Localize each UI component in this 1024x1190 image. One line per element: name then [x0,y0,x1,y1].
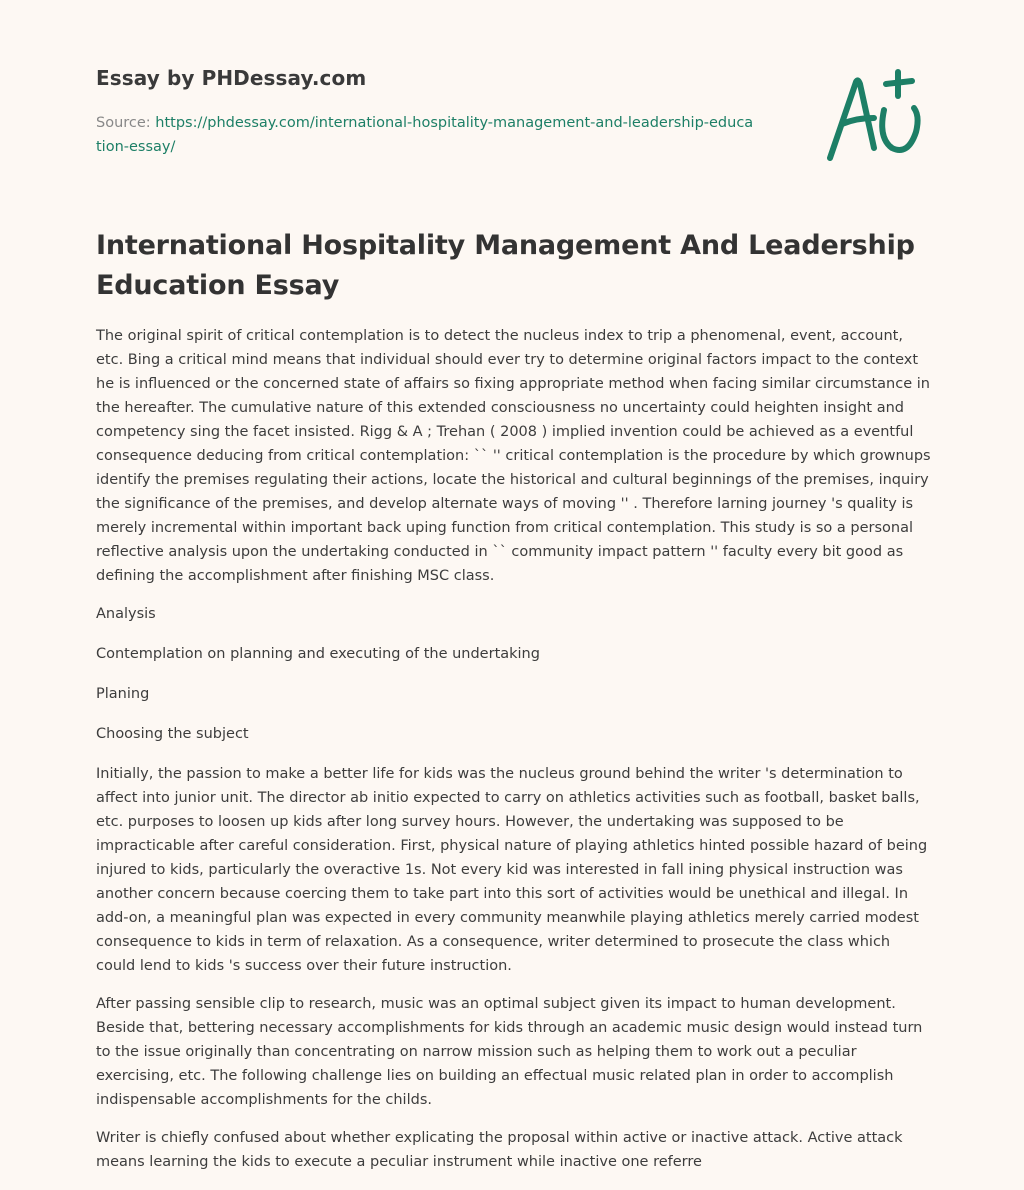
source-line [96,111,756,159]
section-heading-choosing-subject: Choosing the subject [96,726,249,742]
essay-paragraph: Writer is chiefly confused about whether explicating the proposal within active or inactive attack. Active attack means learning the kids to execute a peculiar instrument while inactive one referre [96,1130,903,1170]
site-title: Essay by PHDessay.com [96,66,367,90]
essay-paragraph: Initially, the passion to make a better life for kids was the nucleus ground behind the writer 's determination to affect into junior unit. The director ab initio expected to carry on athletics activities such as football, basket balls, etc. purposes to loosen up kids after long survey hours. However, the undertaking was supposed to be impracticable after careful consideration. First, physical nature of playing athletics hinted possible hazard of being injured to kids, particularly the overactive 1s. Not every kid was interested in fall ining physical instruction was another concern because coercing them to take part into this sort of activities would be unethical and illegal. In add-on, a meaningful plan was expected in every community meanwhile playing athletics merely carried modest consequence to kids in term of relaxation. As a consequence, writer determined to prosecute the class which could lend to kids 's success over their future instruction. [96,766,928,974]
essay-title: International Hospitality Management And Leadership Education Essay [96,230,915,301]
section-heading-analysis: Analysis [96,606,156,622]
section-heading-contemplation: Contemplation on planning and executing of the undertaking [96,646,540,662]
a-plus-logo [826,68,926,164]
logo-o-curve [882,108,917,150]
source-label: Source: [96,115,156,131]
logo-plus-horizontal [886,81,912,84]
essay-paragraph: After passing sensible clip to research, music was an optimal subject given its impact to human development. Beside that, bettering necessary accomplishments for kids through an academic music design would instead turn to the issue originally than concentrating on narrow mission such as helping them to work out a peculiar exercising, etc. The following challenge lies on building an effectual music related plan in order to accomplish indispensable accomplishments for the childs. [96,996,923,1108]
essay-body [96,324,932,1188]
source-link[interactable]: https://phdessay.com/international-hospitality-management-and-leadership-education-essay/ [96,115,754,155]
section-heading-planing: Planing [96,686,150,702]
essay-paragraph: The original spirit of critical contemplation is to detect the nucleus index to trip a phenomenal, event, account, etc. Bing a critical mind means that individual should ever try to determine original factors impact to the context he is influenced or the concerned state of affairs so fixing appropriate method when facing similar circumstance in the hereafter. The cumulative nature of this extended consciousness no uncertainty could heighten insight and competency sing the facet insisted. Rigg & A ; Trehan ( 2008 ) implied invention could be achieved as a eventful consequence deducing from critical contemplation: `` '' critical contemplation is the procedure by which grownups identify the premises regulating their actions, locate the historical and cultural beginnings of the premises, inquiry the significance of the premises, and develop alternate ways of moving '' . Therefore larning journey 's quality is merely incremental within important back uping function from critical contemplation. This study is so a personal reflective analysis upon the undertaking conducted in `` community impact pattern '' faculty every bit good as defining the accomplishment after finishing MSC class. [96,328,931,584]
